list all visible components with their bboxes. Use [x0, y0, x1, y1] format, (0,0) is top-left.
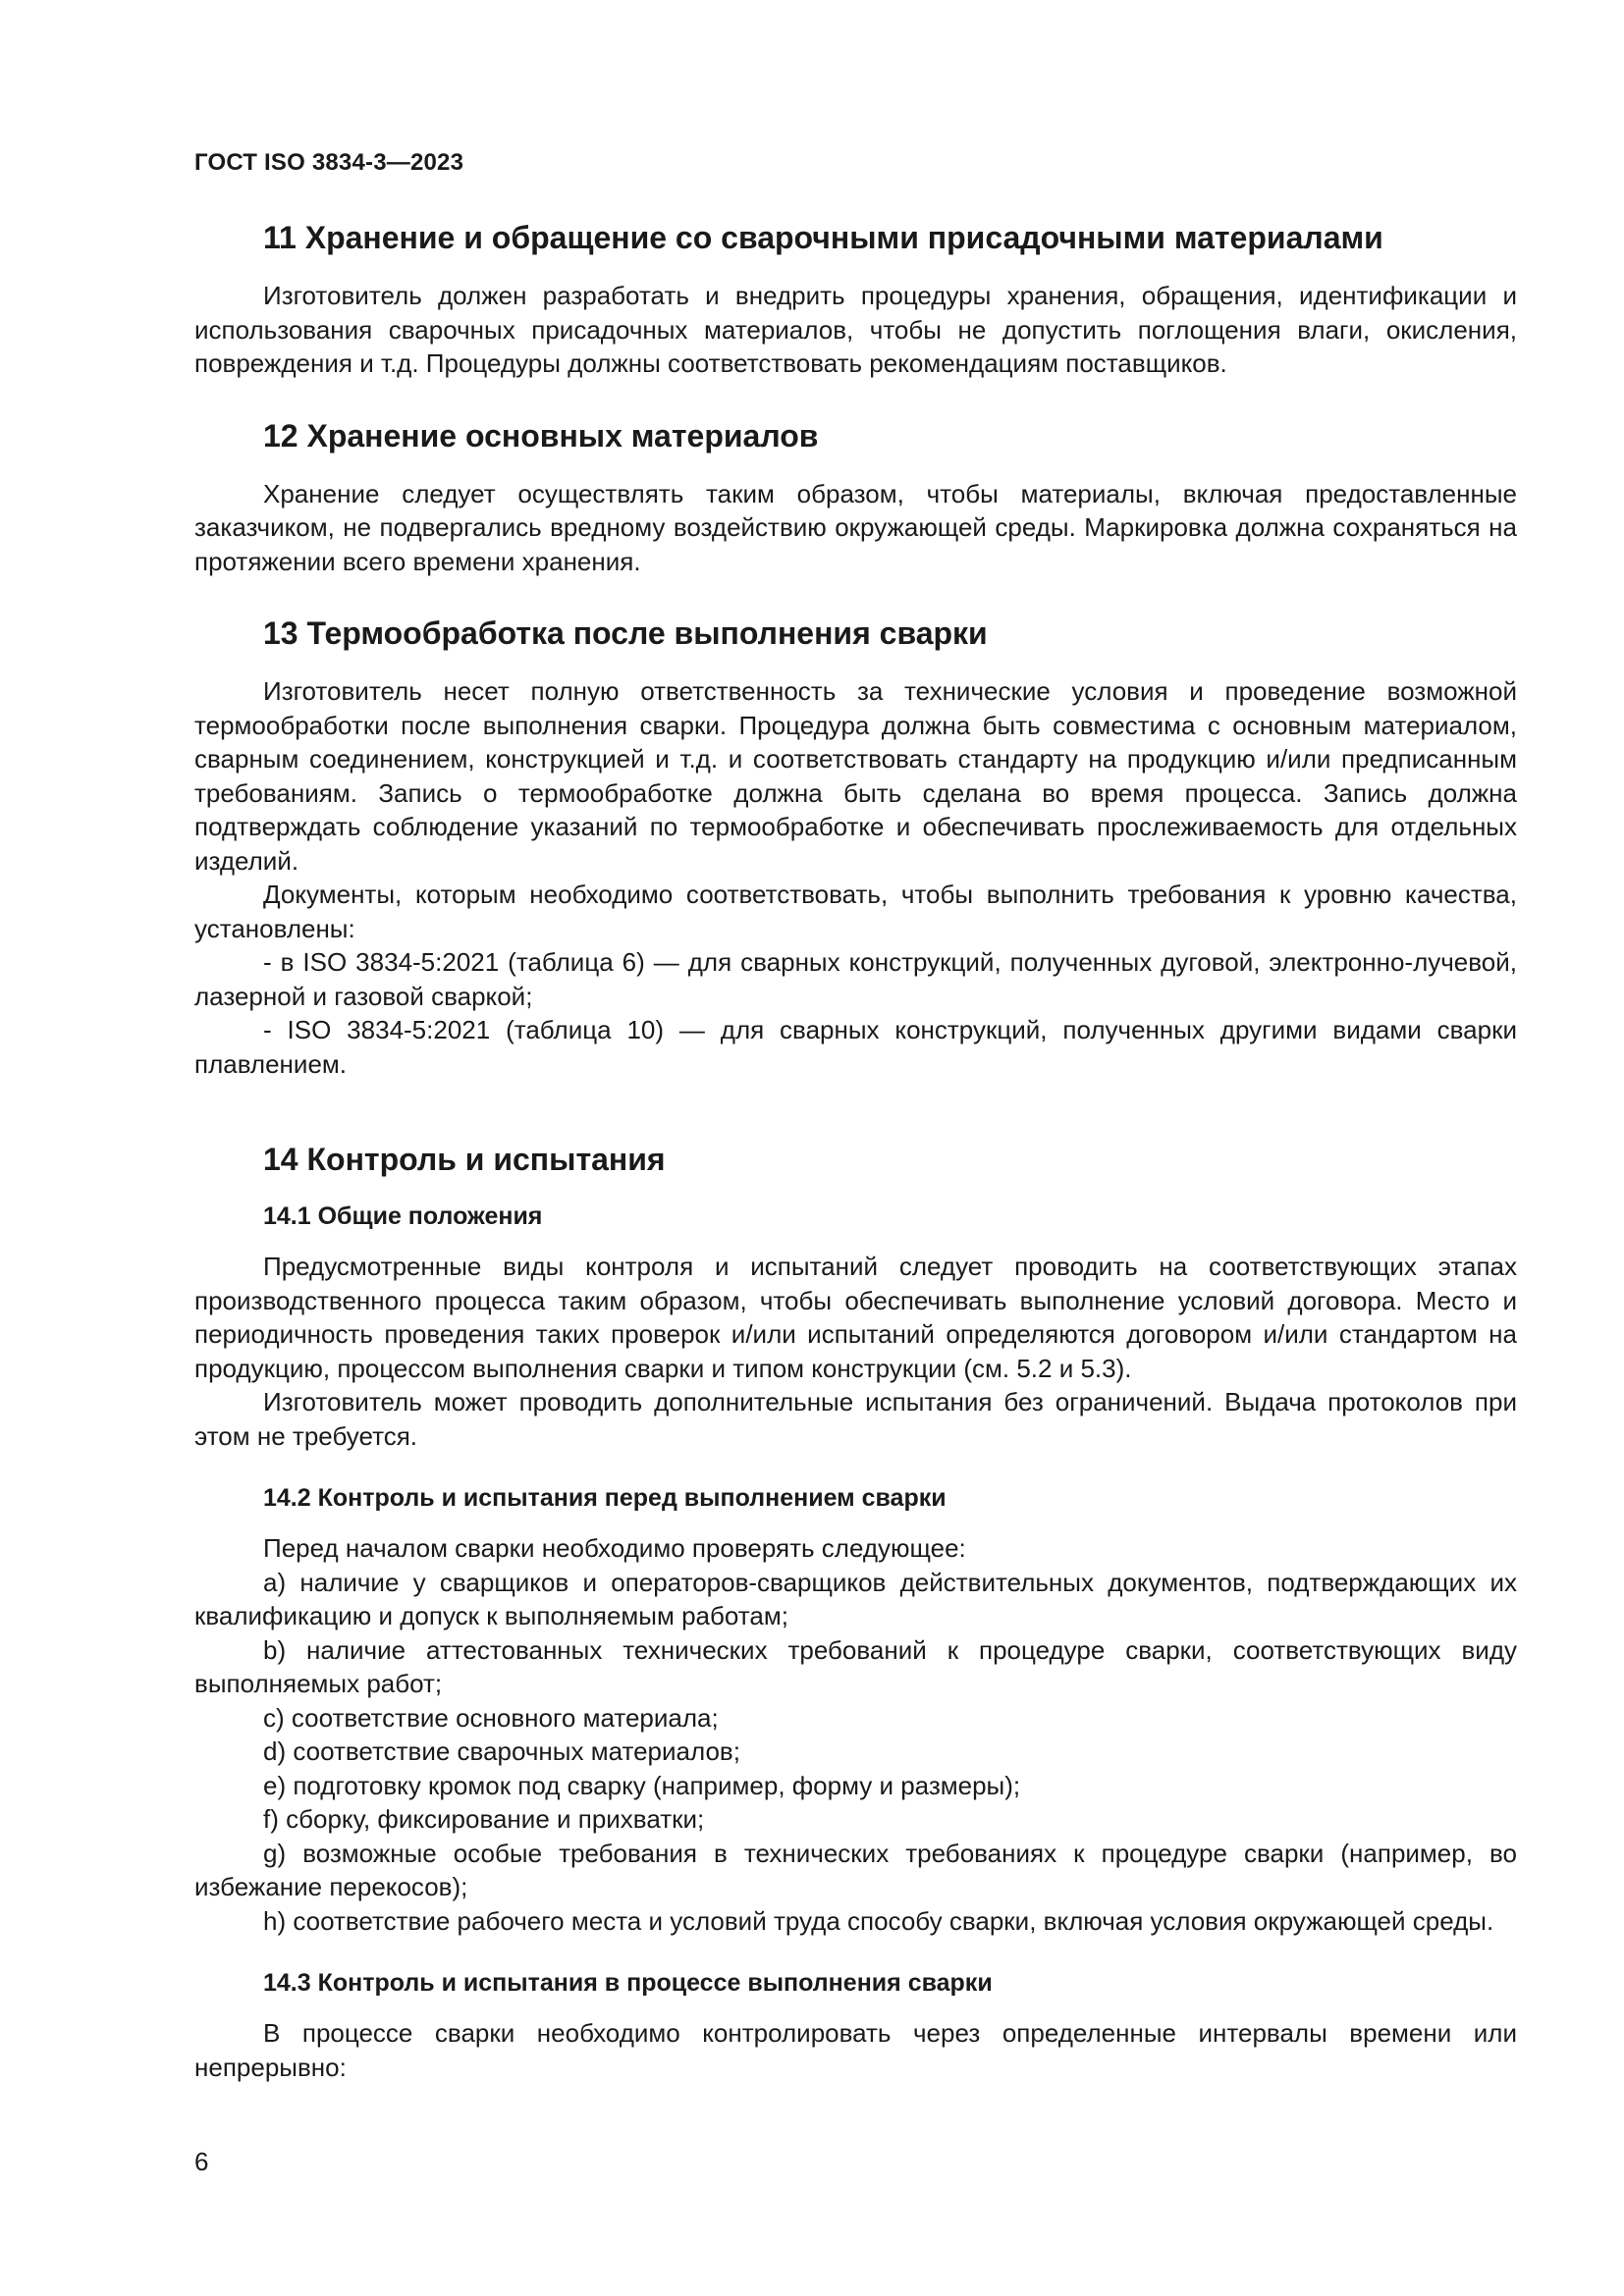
list-item: e) подготовку кромок под сварку (например, форму и размеры);	[263, 1770, 1021, 1800]
subsection-14-1-paragraph-2: Изготовитель может проводить дополнительные испытания без ограничений. Выдача протоколов при этом не требуется.	[194, 1387, 1517, 1451]
section-13-title: 13 Термообработка после выполнения сварки	[263, 615, 988, 651]
subsection-14-2-intro: Перед началом сварки необходимо проверять следующее:	[263, 1533, 966, 1563]
section-13-paragraph-2: Документы, которым необходимо соответствовать, чтобы выполнить требования к уровню качества, установлены:	[194, 880, 1517, 943]
section-14	[194, 1140, 1517, 2084]
list-item: a) наличие у сварщиков и операторов-сварщиков действительных документов, подтверждающих их квалификацию и допуск к выполняемым работам;	[194, 1567, 1517, 1630]
section-12-title: 12 Хранение основных материалов	[263, 417, 819, 454]
section-11	[194, 218, 1517, 381]
list-item: h) соответствие рабочего места и условий труда способу сварки, включая условия окружающей среды.	[263, 1905, 1494, 1936]
subsection-14-1-title: 14.1 Общие положения	[263, 1202, 543, 1230]
subsection-14-3-paragraph: В процессе сварки необходимо контролировать через определенные интервалы времени или непрерывно:	[194, 2018, 1517, 2082]
list-item: b) наличие аттестованных технических требований к процедуре сварки, соответствующих виду выполняемых работ;	[194, 1634, 1517, 1698]
list-item: f) сборку, фиксирование и прихватки;	[263, 1804, 705, 1834]
subsection-14-1	[194, 1201, 1517, 1453]
list-item: c) соответствие основного материала;	[263, 1702, 719, 1733]
section-12	[194, 416, 1517, 579]
section-11-title: 11 Хранение и обращение со сварочными присадочными материалами	[263, 220, 1383, 255]
subsection-14-3	[194, 1967, 1517, 2084]
section-14-title: 14 Контроль и испытания	[263, 1142, 666, 1177]
section-13-list-item-1: - в ISO 3834-5:2021 (таблица 6) — для сварных конструкций, полученных дуговой, электронно-лучевой, лазерной и газовой сваркой;	[194, 947, 1517, 1011]
section-13-list-item-2: - ISO 3834-5:2021 (таблица 10) — для сварных конструкций, полученных другими видами сварки плавлением.	[194, 1015, 1517, 1079]
subsection-14-2	[194, 1482, 1517, 1938]
page-number: 6	[194, 2147, 209, 2176]
list-item: g) возможные особые требования в технических требованиях к процедуре сварки (например, во избежание перекосов);	[194, 1838, 1517, 1901]
subsection-14-3-title: 14.3 Контроль и испытания в процессе выполнения сварки	[263, 1969, 993, 1997]
document-code-header: ГОСТ ISO 3834-3—2023	[194, 149, 464, 176]
subsection-14-1-paragraph-1: Предусмотренные виды контроля и испытаний следует проводить на соответствующих этапах производственного процесса таким образом, чтобы обеспечивать выполнение условий договора. Место и периодичность проведения таких проверок и/или испытаний определяются договором и/или стандартом на продукцию, процессом выполнения сварки и типом конструкции (см. 5.2 и 5.3).	[194, 1252, 1517, 1383]
document-body	[194, 218, 1517, 2084]
section-11-paragraph: Изготовитель должен разработать и внедрить процедуры хранения, обращения, идентификации и использования сварочных присадочных материалов, чтобы не допустить поглощения влаги, окисления, повреждения и т.д. Процедуры должны соответствовать рекомендациям поставщиков.	[194, 281, 1517, 378]
list-item: d) соответствие сварочных материалов;	[263, 1736, 740, 1766]
subsection-14-2-title: 14.2 Контроль и испытания перед выполнением сварки	[263, 1484, 947, 1512]
section-12-paragraph: Хранение следует осуществлять таким образом, чтобы материалы, включая предоставленные заказчиком, не подвергались вредному воздействию окружающей среды. Маркировка должна сохраняться на протяжении всего времени хранения.	[194, 478, 1517, 576]
section-13-paragraph-1: Изготовитель несет полную ответственность за технические условия и проведение возможной термообработки после выполнения сварки. Процедура должна быть совместима с основным материалом, сварным соединением, конструкцией и т.д. и соответствовать стандарту на продукцию и/или предписанным требованиям. Запись о термообработке должна быть сделана во время процесса. Запись должна подтверждать соблюдение указаний по термообработке и обеспечивать прослеживаемость для отдельных изделий.	[194, 676, 1517, 876]
section-13	[194, 614, 1517, 1081]
